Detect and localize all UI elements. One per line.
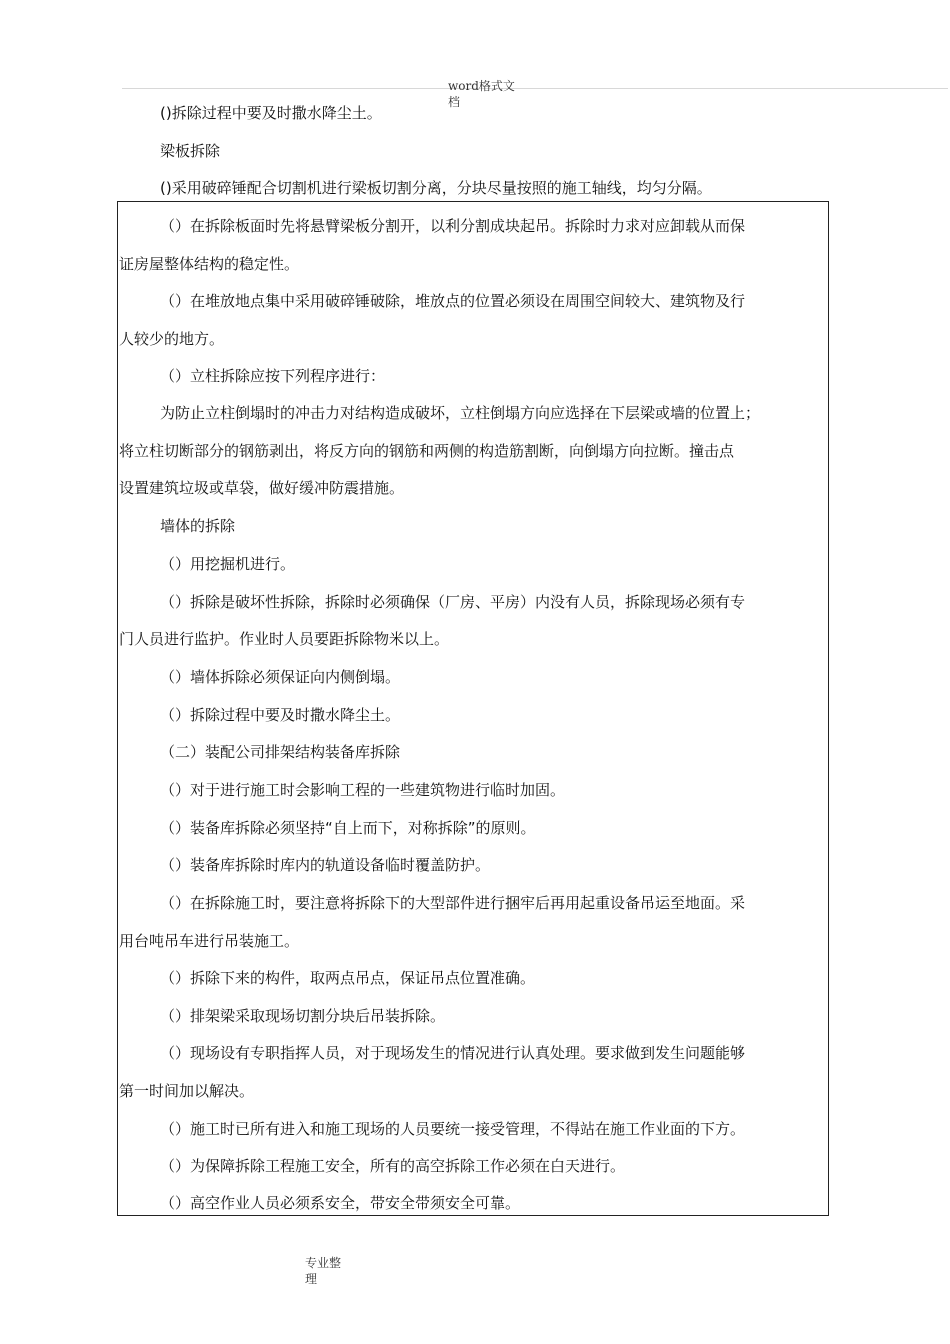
header-label-line-1: word格式文 [448, 79, 515, 93]
box-line: 第一时间加以解决。 [119, 1082, 255, 1100]
box-line: 人较少的地方。 [119, 330, 225, 348]
box-line: （）拆除是破坏性拆除，拆除时必须确保（厂房、平房）内没有人员，拆除现场必须有专 [160, 593, 746, 611]
box-line: （）在堆放地点集中采用破碎锤破除，堆放点的位置必须设在周围空间较大、建筑物及行 [160, 292, 746, 310]
box-line: （）装备库拆除时库内的轨道设备临时覆盖防护。 [160, 856, 491, 874]
footer-label-line-1: 专业整 [305, 1256, 342, 1270]
header-label-line-2: 档 [448, 95, 461, 109]
section-heading-warehouse: （二）装配公司排架结构装备库拆除 [160, 743, 401, 761]
box-line: （）施工时已所有进入和施工现场的人员要统一接受管理，不得站在施工作业面的下方。 [160, 1120, 746, 1138]
box-line: （）拆除下来的构件，取两点吊点，保证吊点位置准确。 [160, 969, 536, 987]
box-line: （）在拆除施工时，要注意将拆除下的大型部件进行捆牢后再用起重设备吊运至地面。采 [160, 894, 746, 912]
box-line: 将立柱切断部分的钢筋剥出，将反方向的钢筋和两侧的构造筋割断，向倒塌方向拉断。撞击点 [119, 442, 735, 460]
box-line: 证房屋整体结构的稳定性。 [119, 255, 300, 273]
section-heading-beam-slab: 梁板拆除 [160, 142, 221, 160]
box-line: （）用挖掘机进行。 [160, 555, 296, 573]
paragraph-dust-suppression: ()拆除过程中要及时撒水降尘土。 [160, 104, 382, 122]
box-line: （）现场设有专职指挥人员，对于现场发生的情况进行认真处理。要求做到发生问题能够 [160, 1044, 746, 1062]
box-line: （）对于进行施工时会影响工程的一些建筑物进行临时加固。 [160, 781, 566, 799]
footer-label-line-2: 理 [305, 1272, 318, 1286]
box-line: （）为保障拆除工程施工安全，所有的高空拆除工作必须在白天进行。 [160, 1157, 626, 1175]
box-line: （）墙体拆除必须保证向内侧倒塌。 [160, 668, 401, 686]
box-line: （）装备库拆除必须坚持“自上而下，对称拆除”的原则。 [160, 819, 536, 837]
box-line: （）在拆除板面时先将悬臂梁板分割开，以利分割成块起吊。拆除时力求对应卸载从而保 [160, 217, 746, 235]
page-footer [305, 1255, 365, 1287]
paragraph-beam-cutting: ()采用破碎锤配合切割机进行梁板切割分离，分块尽量按照的施工轴线，均匀分隔。 [160, 179, 712, 197]
box-line: 门人员进行监护。作业时人员要距拆除物米以上。 [119, 630, 450, 648]
box-line: 用台吨吊车进行吊装施工。 [119, 932, 300, 950]
box-line: （）立柱拆除应按下列程序进行： [160, 367, 386, 385]
box-line: （）高空作业人员必须系安全，带安全带须安全可靠。 [160, 1194, 521, 1212]
box-line: 为防止立柱倒塌时的冲击力对结构造成破坏，立柱倒塌方向应选择在下层梁或墙的位置上； [160, 404, 761, 422]
box-line: （）拆除过程中要及时撒水降尘土。 [160, 706, 401, 724]
section-heading-wall: 墙体的拆除 [160, 517, 236, 535]
box-line: 设置建筑垃圾或草袋，做好缓冲防震措施。 [119, 479, 405, 497]
page-header [448, 78, 538, 110]
box-line: （）排架梁采取现场切割分块后吊装拆除。 [160, 1007, 446, 1025]
